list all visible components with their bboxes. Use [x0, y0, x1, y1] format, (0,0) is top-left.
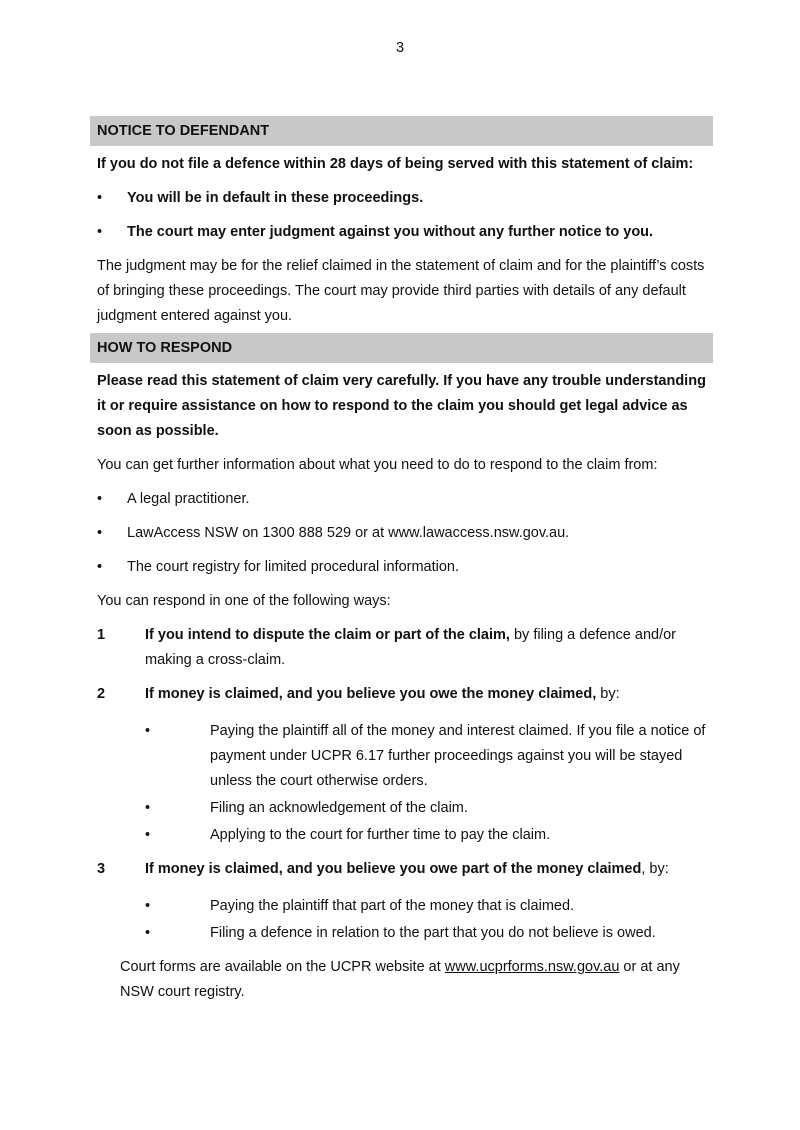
bullet-icon: • [145, 723, 151, 739]
forms-note [120, 955, 713, 1005]
info-lead: You can get further information about what you need to do to respond to the claim from: [97, 457, 658, 473]
ucpr-forms-link[interactable]: www.ucprforms.nsw.gov.au [444, 959, 620, 975]
list-item [145, 921, 713, 946]
notice-bullet: The court may enter judgment against you without any further notice to you. [127, 224, 654, 240]
numbered-item [97, 623, 713, 673]
notice-header: NOTICE TO DEFENDANT [90, 116, 713, 146]
bullet-icon: • [145, 800, 151, 816]
forms-note-post: or at any NSW court registry. [120, 959, 680, 1000]
sub-item-text: Filing a defence in relation to the part that you do not believe is owed. [210, 925, 656, 941]
bullet-icon: • [145, 898, 151, 914]
list-item [97, 521, 713, 546]
bullet-icon: • [97, 559, 103, 575]
bullet-icon: • [97, 190, 103, 206]
sub-item-text: Applying to the court for further time to pay the claim. [210, 827, 551, 843]
item-text [145, 623, 713, 673]
bullet-icon: • [145, 827, 151, 843]
ways-lead: You can respond in one of the following ways: [97, 593, 391, 609]
item-text [145, 857, 713, 882]
notice-bullet: You will be in default in these proceedings. [127, 190, 424, 206]
numbered-item [97, 682, 713, 707]
sub-item-text: Filing an acknowledgement of the claim. [210, 800, 468, 816]
item-number: 2 [97, 686, 106, 702]
numbered-item [97, 857, 713, 882]
list-item [145, 823, 713, 848]
notice-intro: If you do not file a defence within 28 days of being served with this statement of claim: [97, 156, 694, 172]
item-lead: If money is claimed, and you believe you owe the money claimed, [145, 686, 597, 702]
list-item [97, 487, 713, 512]
item-rest: , by: [641, 861, 669, 877]
info-bullet: The court registry for limited procedural information. [127, 559, 460, 575]
bullet-icon: • [97, 224, 103, 240]
notice-paragraph: The judgment may be for the relief claimed in the statement of claim and for the plaintiff’s costs of bringing these proceedings. The court may provide third parties with details of any default judgment entered against you. [97, 258, 705, 324]
document-body [90, 116, 713, 1005]
bullet-icon: • [145, 925, 151, 941]
respond-intro: Please read this statement of claim very carefully. If you have any trouble understanding it or require assistance on how to respond to the claim you should get legal advice as soon as possible. [97, 373, 706, 439]
list-item [145, 796, 713, 821]
info-bullet: A legal practitioner. [127, 491, 250, 507]
sub-item-text: Paying the plaintiff that part of the money that is claimed. [210, 898, 575, 914]
page-number: 3 [395, 40, 405, 56]
respond-header: HOW TO RESPOND [90, 333, 713, 363]
bullet-icon: • [97, 491, 103, 507]
item-rest: by: [596, 686, 620, 702]
forms-note-pre: Court forms are available on the UCPR website at [120, 959, 445, 975]
sub-list [145, 894, 713, 946]
item-rest: by filing a defence and/or making a cross-claim. [145, 627, 677, 668]
item-number: 1 [97, 627, 106, 643]
list-item [97, 555, 713, 580]
list-item [145, 894, 713, 919]
item-text [145, 682, 713, 707]
list-item [145, 719, 713, 794]
list-item [97, 186, 713, 211]
sub-item-text: Paying the plaintiff all of the money and interest claimed. If you file a notice of payment under UCPR 6.17 further proceedings against you will be stayed unless the court otherwise orders. [210, 723, 706, 789]
item-number: 3 [97, 861, 106, 877]
item-lead: If you intend to dispute the claim or part of the claim, [145, 627, 510, 643]
info-bullet: LawAccess NSW on 1300 888 529 or at www.lawaccess.nsw.gov.au. [127, 525, 570, 541]
bullet-icon: • [97, 525, 103, 541]
sub-list [145, 719, 713, 848]
item-lead: If money is claimed, and you believe you owe part of the money claimed [145, 861, 642, 877]
list-item [97, 220, 713, 245]
